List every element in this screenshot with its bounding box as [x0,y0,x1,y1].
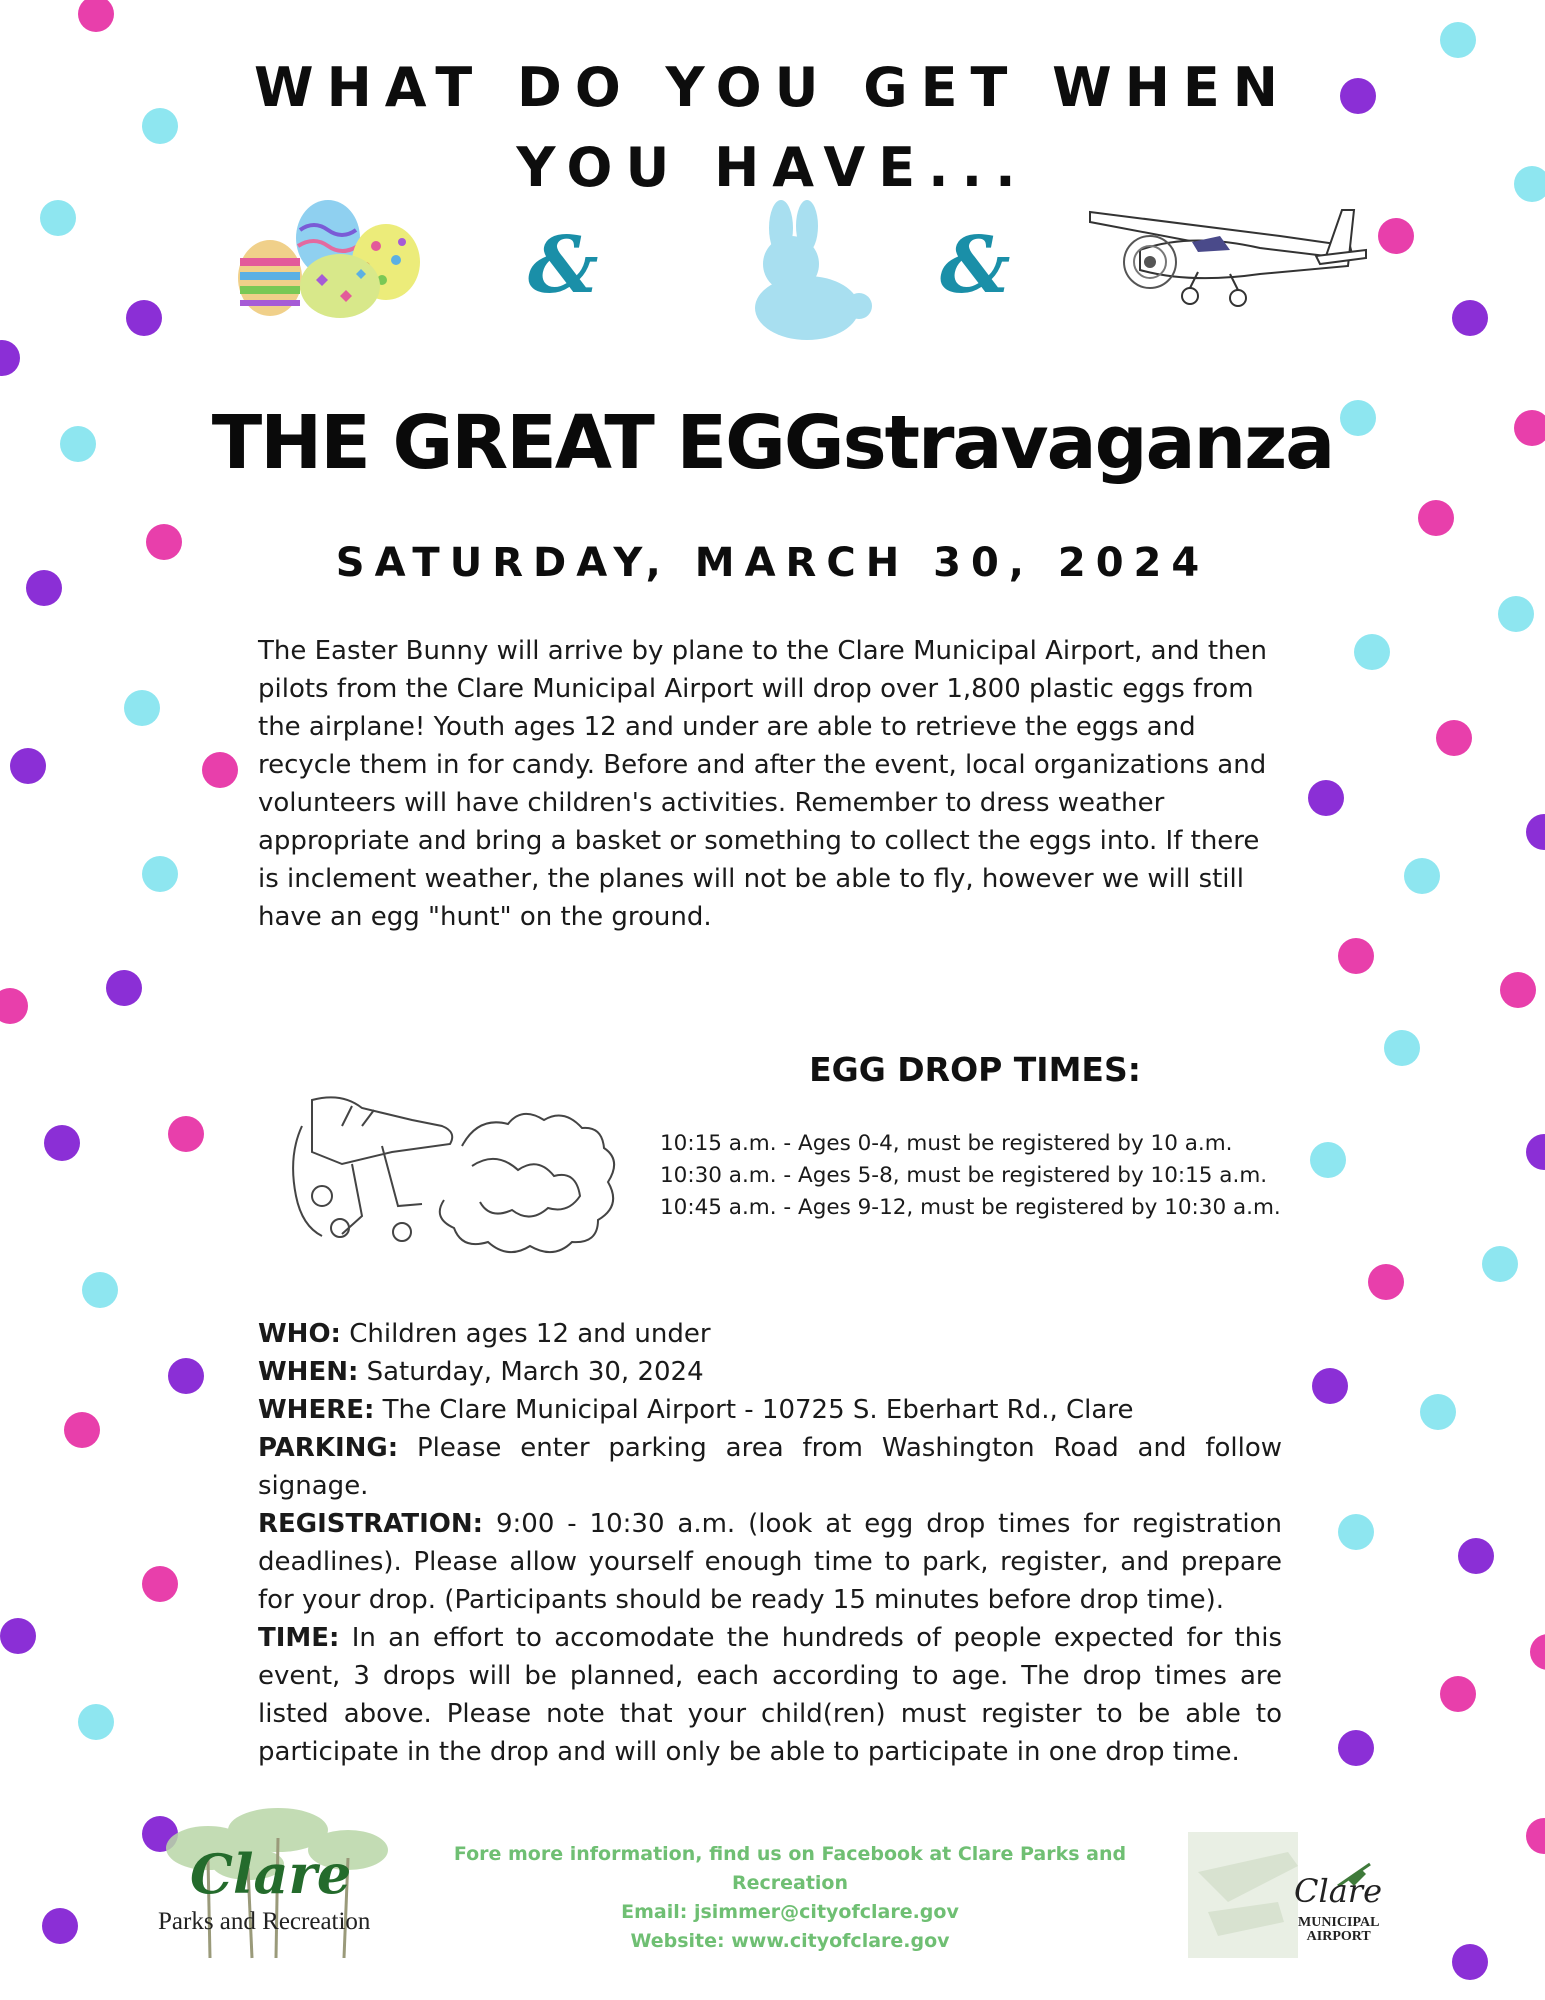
polka-dot [1312,1368,1348,1404]
polka-dot [1404,858,1440,894]
airport-logo-sub-line: AIRPORT [1306,1929,1371,1944]
polka-dot [78,0,114,32]
polka-dot [1500,972,1536,1008]
egg-drop-heading: EGG DROP TIMES: [809,1050,1141,1089]
polka-dot [10,748,46,784]
detail-parking [258,1429,1282,1505]
egg-drop-time: 10:15 a.m. - Ages 0-4, must be registered by 10 a.m. [660,1131,1233,1156]
egg-drop-time: 10:30 a.m. - Ages 5-8, must be registered by 10:15 a.m. [660,1163,1268,1188]
icon-row [0,200,1545,350]
polka-dot [168,1116,204,1152]
polka-dot [202,752,238,788]
polka-dot [1440,1676,1476,1712]
airport-logo-script: Clare [1294,1872,1383,1910]
airport-logo-subtitle [1298,1916,1379,1944]
polka-dot [1310,1142,1346,1178]
polka-dot [168,1358,204,1394]
footer-contact-info [420,1840,1160,1956]
polka-dot [1418,500,1454,536]
polka-dot [78,1704,114,1740]
polka-dot [1458,1538,1494,1574]
footer-info-line: Fore more information, find us on Facebook at Clare Parks and Recreation [453,1843,1127,1894]
polka-dot [1526,1818,1545,1854]
detail-value: The Clare Municipal Airport - 10725 S. Eberhart Rd., Clare [374,1395,1134,1425]
event-description: The Easter Bunny will arrive by plane to the Clare Municipal Airport, and then pilots from the Clare Municipal Airport will drop over 1,800 plastic eggs from the airplane! Youth ages 12 and under are able to retrieve the eggs and recycle them in for candy. Before and after the event, local organizations and volunteers will have children's activities. Remember to dress weather appropriate and bring a basket or something to collect the eggs into. If there is inclement weather, the planes will not be able to fly, however we will still have an egg "hunt" on the ground. [258,636,1267,932]
polka-dot [1498,596,1534,632]
plane-skywriting-icon [282,1086,632,1266]
detail-when [258,1353,1282,1391]
detail-value: Please enter parking area from Washington Road and follow signage. [258,1433,1282,1501]
polka-dot [1482,1246,1518,1282]
polka-dot [1338,938,1374,974]
polka-dot [82,1272,118,1308]
detail-value: Saturday, March 30, 2024 [358,1357,704,1387]
polka-dot [1530,1634,1545,1670]
easter-eggs-icon [236,200,426,320]
polka-dot [0,1618,36,1654]
egg-drop-times [660,1128,1281,1224]
event-title: THE GREAT EGGstravaganza [211,400,1334,486]
polka-dot [64,1412,100,1448]
polka-dot [106,970,142,1006]
polka-dot [124,690,160,726]
polka-dot [42,1908,78,1944]
egg-drop-time: 10:45 a.m. - Ages 9-12, must be registered by 10:30 a.m. [660,1195,1281,1220]
airplane-icon [1080,192,1380,322]
detail-value: Children ages 12 and under [340,1319,711,1349]
footer-website[interactable]: Website: www.cityofclare.gov [630,1930,950,1952]
detail-where [258,1391,1282,1429]
ampersand-2: & [940,220,1011,311]
detail-label: WHERE: [258,1395,375,1425]
header-question-line-1: WHAT DO YOU GET WHEN [254,56,1291,119]
header-question-line-2: YOU HAVE... [516,136,1029,199]
polka-dot [1338,1730,1374,1766]
detail-time [258,1619,1282,1771]
ampersand-1: & [528,220,599,311]
detail-label: WHO: [258,1319,341,1349]
polka-dot [142,1566,178,1602]
polka-dot [1338,1514,1374,1550]
polka-dot [1354,634,1390,670]
event-date: SATURDAY, MARCH 30, 2024 [335,540,1210,586]
bunny-icon [725,200,875,340]
detail-who [258,1315,1282,1353]
polka-dot [142,856,178,892]
clare-airport-logo [1188,1832,1388,1962]
polka-dot [1368,1264,1404,1300]
header-question [0,48,1545,208]
polka-dot [44,1125,80,1161]
detail-registration [258,1505,1282,1619]
detail-label: TIME: [258,1623,340,1653]
clare-logo-subtitle: Parks and Recreation [158,1908,371,1935]
footer-email[interactable]: Email: jsimmer@cityofclare.gov [621,1901,959,1923]
detail-label: REGISTRATION: [258,1509,484,1539]
polka-dot [0,988,28,1024]
detail-label: WHEN: [258,1357,359,1387]
clare-parks-logo [148,1808,398,1968]
polka-dot [1308,780,1344,816]
polka-dot [1436,720,1472,756]
detail-value: In an effort to accomodate the hundreds of people expected for this event, 3 drops will be planned, each according to age. The drop times are listed above. Please note that your child(ren) must register to be able to participate in the drop and will only be able to participate in one drop time. [258,1623,1282,1767]
polka-dot [1420,1394,1456,1430]
polka-dot [1526,1134,1545,1170]
polka-dot [1526,814,1545,850]
polka-dot [1384,1030,1420,1066]
event-details [258,1315,1282,1771]
polka-dot [1452,1944,1488,1980]
airport-logo-sub-line: MUNICIPAL [1298,1915,1380,1930]
clare-logo-script: Clare [190,1842,352,1906]
detail-value: 9:00 - 10:30 a.m. (look at egg drop times for registration deadlines). Please allow yourself enough time to park, register, and prepare for your drop. (Participants should be ready 15 minutes before drop time). [258,1509,1282,1615]
detail-label: PARKING: [258,1433,399,1463]
